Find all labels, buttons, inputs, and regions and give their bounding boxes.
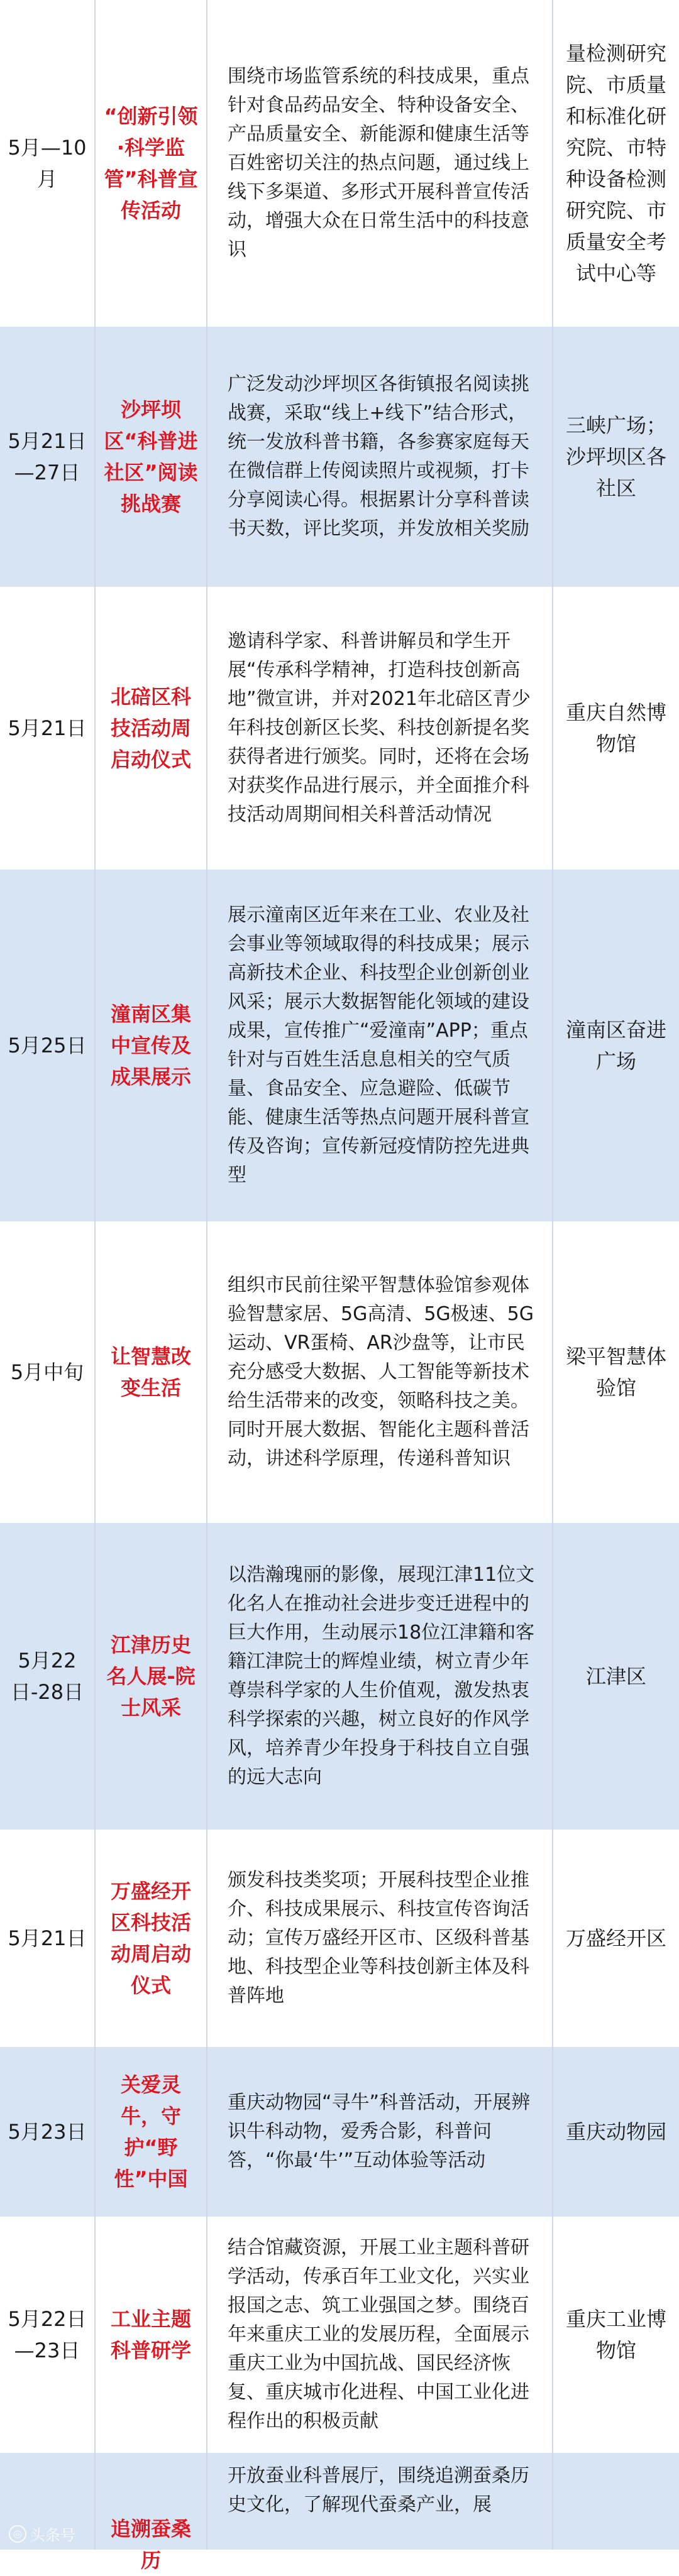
table-row xyxy=(0,587,679,870)
event-name: 潼南区集中宣传及成果展示 xyxy=(96,870,207,1221)
event-venue: 重庆自然博物馆 xyxy=(565,701,666,756)
table-row xyxy=(0,2453,679,2572)
event-venue: 三峡广场；沙坪坝区各社区 xyxy=(565,413,666,500)
event-name: 关爱灵牛，守护“野性”中国 xyxy=(96,2047,207,2217)
event-date: 5月—10月 xyxy=(0,0,96,327)
table-row xyxy=(0,2217,679,2453)
event-name: 北碚区科技活动周启动仪式 xyxy=(96,587,207,870)
event-name: 让智慧改变生活 xyxy=(96,1221,207,1523)
event-name: 工业主题科普研学 xyxy=(96,2217,207,2453)
event-date: 5月21日 xyxy=(0,587,96,870)
toutiao-logo-icon: ◎ xyxy=(9,2525,26,2543)
table-row xyxy=(0,0,679,327)
event-description: 广泛发动沙坪坝区各街镇报名阅读挑战赛，采取“线上+线下”结合形式，统一发放科普书籍，各参赛家庭每天在微信群上传阅读照片或视频，打卡分享阅读心得。根据累计分享科普读书天数，评比奖项，并发放相关奖励 xyxy=(207,327,553,587)
table-row xyxy=(0,1830,679,2047)
event-description: 颁发科技类奖项；开展科技型企业推介、科技成果展示、科技宣传咨询活动；宣传万盛经开区市、区级科普基地、科技型企业等科技创新主体及科普阵地 xyxy=(207,1830,553,2047)
event-name: 沙坪坝区“科普进社区”阅读挑战赛 xyxy=(96,327,207,587)
event-name: “创新引领·科学监管”科普宣传活动 xyxy=(96,0,207,327)
event-name: 万盛经开区科技活动周启动仪式 xyxy=(96,1830,207,2047)
watermark-text: 头条号 xyxy=(30,2526,75,2544)
event-date: 5月21日 xyxy=(0,1830,96,2047)
event-description: 展示潼南区近年来在工业、农业及社会事业等领域取得的科技成果；展示高新技术企业、科技型企业创新创业风采；展示大数据智能化领域的建设成果，宣传推广“爱潼南”APP；重点针对与百姓生活息息相关的空气质量、食品安全、应急避险、低碳节能、健康生活等热点问题开展科普宣传及咨询；宣传新冠疫情防控先进典型 xyxy=(207,870,553,1221)
event-date: 5月25日 xyxy=(0,870,96,1221)
table-row xyxy=(0,870,679,1221)
event-date: 5月22日—23日 xyxy=(0,2217,96,2453)
table-row xyxy=(0,2047,679,2217)
table-row xyxy=(0,1221,679,1523)
event-name: 追溯蚕桑历 xyxy=(96,2453,207,2550)
event-venue: 潼南区奋进广场 xyxy=(565,1018,666,1073)
event-venue: 量检测研究院、市质量和标准化研究院、市特种设备检测研究院、市质量安全考试中心等 xyxy=(565,41,666,285)
event-date: 5月21日—27日 xyxy=(0,327,96,587)
event-description: 重庆动物园“寻牛”科普活动，开展辨识牛科动物，爱秀合影，科普问答，“你最‘牛’”互动体验等活动 xyxy=(207,2047,553,2217)
event-date: 5月23日 xyxy=(0,2047,96,2217)
event-description: 开放蚕业科普展厅，围绕追溯蚕桑历史文化，了解现代蚕桑产业，展 xyxy=(207,2453,553,2550)
event-description: 组织市民前往梁平智慧体验馆参观体验智慧家居、5G高清、5G极速、5G运动、VR蛋椅、AR沙盘等，让市民充分感受大数据、人工智能等新技术给生活带来的改变，领略科技之美。同时开展大数据、智能化主题科普活动，讲述科学原理，传递科普知识 xyxy=(207,1221,553,1523)
event-description: 围绕市场监管系统的科技成果，重点针对食品药品安全、特种设备安全、产品质量安全、新能源和健康生活等百姓密切关注的热点问题，通过线上线下多渠道、多形式开展科普宣传活动，增强大众在日常生活中的科技意识 xyxy=(207,0,553,327)
event-venue xyxy=(553,2453,679,2550)
event-venue: 万盛经开区 xyxy=(565,1926,666,1950)
event-venue: 重庆工业博物馆 xyxy=(565,2307,666,2362)
event-description: 以浩瀚瑰丽的影像，展现江津11位文化名人在推动社会进步变迁进程中的巨大作用，生动展示18位江津籍和客籍江津院士的辉煌业绩，树立青少年尊崇科学家的人生价值观，激发热衷科学探索的兴趣，树立良好的作风学风，培养青少年投身于科技自立自强的远大志向 xyxy=(207,1523,553,1830)
event-date: 5月22日-28日 xyxy=(0,1523,96,1830)
event-date: 5月中旬 xyxy=(0,1221,96,1523)
event-name: 江津历史名人展-院士风采 xyxy=(96,1523,207,1830)
event-venue: 梁平智慧体验馆 xyxy=(565,1345,666,1400)
table-row xyxy=(0,327,679,587)
table-row xyxy=(0,1523,679,1830)
event-venue: 江津区 xyxy=(585,1664,646,1688)
event-description: 邀请科学家、科普讲解员和学生开展“传承科学精神，打造科技创新高地”微宣讲，并对2021年北碚区青少年科技创新区长奖、科技创新提名奖获得者进行颁奖。同时，还将在会场对获奖作品进行展示，并全面推介科技活动周期间相关科普活动情况 xyxy=(207,587,553,870)
watermark xyxy=(9,2523,75,2545)
event-description: 结合馆藏资源，开展工业主题科普研学活动，传承百年工业文化，兴实业报国之志、筑工业强国之梦。围绕百年来重庆工业的发展历程，全面展示重庆工业为中国抗战、国民经济恢复、重庆城市化进程、中国工业化进程作出的积极贡献 xyxy=(207,2217,553,2453)
event-venue: 重庆动物园 xyxy=(565,2120,666,2144)
